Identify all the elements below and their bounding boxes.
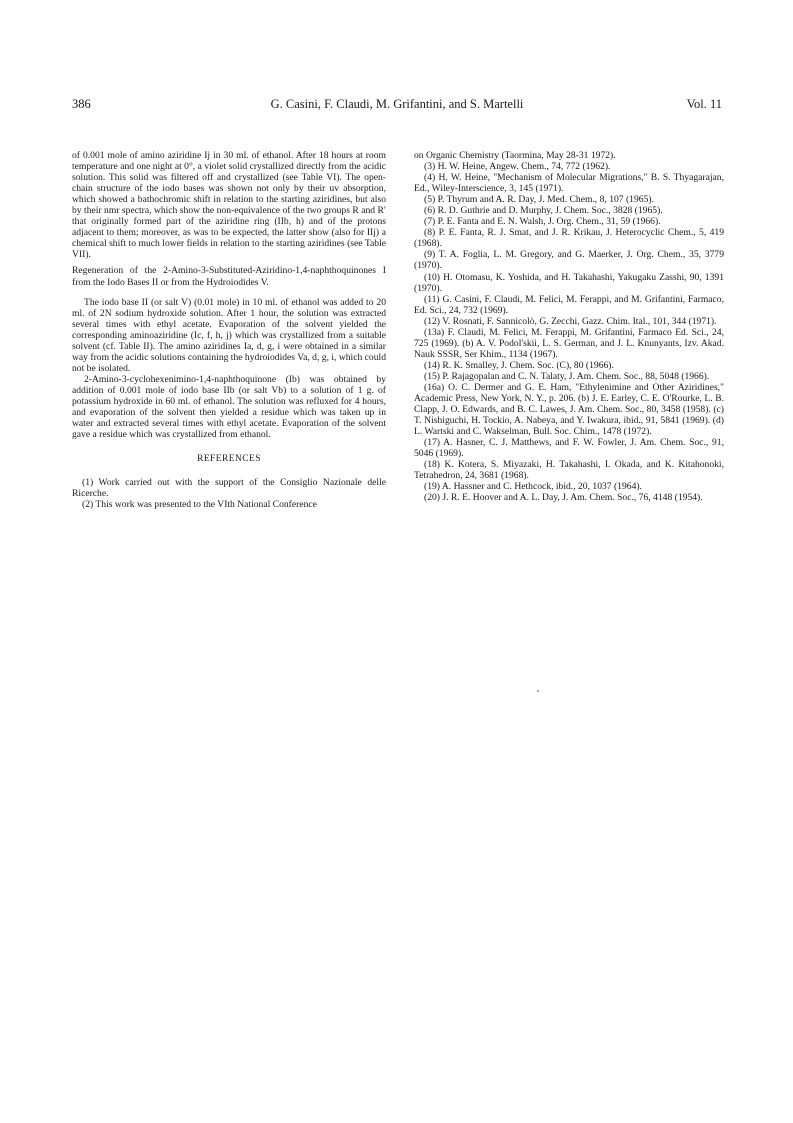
page-header [72, 97, 722, 115]
reference-item: (3) H. W. Heine, Angew. Chem., 74, 772 (1962). [424, 161, 611, 173]
reference-item: (18) K. Kotera, S. Miyazaki, H. Takahashi, I. Okada, and K. Kitahonoki, Tetrahedron, 24, 3681 (1968). [414, 459, 724, 482]
reference-item: (16a) O. C. Dermer and G. E. Ham, "Ethylenimine and Other Aziridines," Academic Press, New York, N. Y., p. 206. (b) J. E. Earley, C. E. O'Rourke, L. B. Clapp, J. O. Edwards, and B. C. Lawes, J. Am. Chem. Soc., 80, 3458 (1958). (c) T. Nishiguchi, H. Tockio, A. Nabeya, and Y. Iwakura, ibid., 91, 5841 (1969). (d) L. Wartski and C. Wakselman, Bull. Soc. Chim., 1478 (1972). [414, 381, 724, 438]
scan-speck [537, 690, 539, 692]
reference-item: (7) P. E. Fanta and E. N. Walsh, J. Org. Chem., 31, 59 (1966). [424, 216, 661, 228]
reference-item: (6) R. D. Guthrie and D. Murphy, J. Chem. Soc., 3828 (1965). [424, 205, 663, 217]
reference-item: (14) R. K. Smalley, J. Chem. Soc. (C), 80 (1966). [424, 359, 614, 371]
section-subheading: Regeneration of the 2-Amino-3-Substituted-Aziridino-1,4-naphthoquinones I from the Iodo Bases II or from the Hydroiodides V. [72, 265, 386, 288]
references-heading: REFERENCES [197, 454, 261, 465]
page-number: 386 [72, 97, 91, 111]
volume-label: Vol. 11 [686, 97, 722, 111]
reference-item: (1) Work carried out with the support of the Consiglio Nazionale delle Ricerche. [72, 477, 386, 500]
reference-item: (8) P. E. Fanta, R. J. Smat, and J. R. Krikau, J. Heterocyclic Chem., 5, 419 (1968). [414, 227, 724, 250]
body-paragraph: of 0.001 mole of amino aziridine Ij in 30 ml. of ethanol. After 18 hours at room temperature and one night at 0°, a violet solid crystallized directly from the acidic solution. This solid was filtered off and crystallized (see Table VI). The open-chain structure of the iodo bases was shown not only by their uv absorption, which showed a bathochromic shift in relation to the starting aziridines, but also by their nmr spectra, which show the non-equivalence of the two groups R and R′ that originally formed part of the aziridine ring (IIb, h) and of the protons adjacent to them; moreover, as was to be expected, the latter show (also for IIj) a chemical shift to much lower fields in relation to the starting aziridines (see Table VII). [72, 150, 386, 261]
right-column [414, 150, 724, 504]
running-authors: G. Casini, F. Claudi, M. Grifantini, and S. Martelli [270, 97, 524, 111]
left-column [72, 150, 386, 510]
reference-item: (2) This work was presented to the VIth National Conference [82, 499, 317, 511]
reference-item: (20) J. R. E. Hoover and A. L. Day, J. Am. Chem. Soc., 76, 4148 (1954). [424, 492, 703, 504]
reference-item: (19) A. Hassner and C. Hethcock, ibid., 20, 1037 (1964). [424, 481, 642, 493]
reference-item: (10) H. Otomasu, K. Yoshida, and H. Takahashi, Yakugaku Zasshi, 90, 1391 (1970). [414, 271, 724, 294]
reference-item: (13a) F. Claudi, M. Felici, M. Ferappi, M. Grifantini, Farmaco Ed. Sci., 24, 725 (1969). (b) A. V. Podol'skii, L. S. German, and J. L. Knunyants, Izv. Akad. Nauk SSSR, Ser Khim., 1134 (1967). [414, 326, 724, 360]
reference-continuation: on Organic Chemistry (Taormina, May 28-31 1972). [414, 150, 616, 161]
reference-item: (15) P. Rajagopalan and C. N. Talaty, J. Am. Chem. Soc., 88, 5048 (1966). [424, 370, 710, 382]
reference-item: (4) H. W. Heine, "Mechanism of Molecular Migrations," B. S. Thyagarajan, Ed., Wiley-Interscience, 3, 145 (1971). [414, 172, 724, 195]
reference-item: (5) P. Thyrum and A. R. Day, J. Med. Chem., 8, 107 (1965). [424, 194, 654, 206]
reference-item: (9) T. A. Foglia, L. M. Gregory, and G. Maerker, J. Org. Chem., 35, 3779 (1970). [414, 249, 724, 272]
reference-item: (11) G. Casini, F. Claudi, M. Felici, M. Ferappi, and M. Grifantini, Farmaco, Ed. Sci., 24, 732 (1969). [414, 293, 724, 316]
body-paragraph: 2-Amino-3-cyclohexenimino-1,4-naphthoquinone (Ib) was obtained by addition of 0.001 mole of iodo base IIb (or salt Vb) to a solution of 1 g. of potassium hydroxide in 60 ml. of ethanol. The solution was refluxed for 4 hours, and evaporation of the solvent then yielded a residue which was taken up in water and extracted several times with ethyl acetate. Evaporation of the solvent gave a residue which was crystallized from ethanol. [72, 373, 386, 441]
reference-item: (12) V. Rosnati, F. Sannicolò, G. Zecchi, Gazz. Chim. Ital., 101, 344 (1971). [424, 315, 717, 327]
reference-item: (17) A. Hasner, C. J. Matthews, and F. W. Fowler, J. Am. Chem. Soc., 91, 5046 (1969). [414, 437, 724, 460]
body-paragraph: The iodo base II (or salt V) (0.01 mole) in 10 ml. of ethanol was added to 20 ml. of 2N sodium hydroxide solution. After 1 hour, the solution was extracted several times with ethyl acetate. Evaporation of the solvent yielded the corresponding aminoaziridine (Ic, f, h, j) which was crystallized from a suitable solvent (cf. Table II). The amino aziridines Ia, d, g, i were obtained in a similar way from the acidic solutions containing the hydroiodides Va, d, g, i, which could not be isolated. [72, 296, 386, 374]
